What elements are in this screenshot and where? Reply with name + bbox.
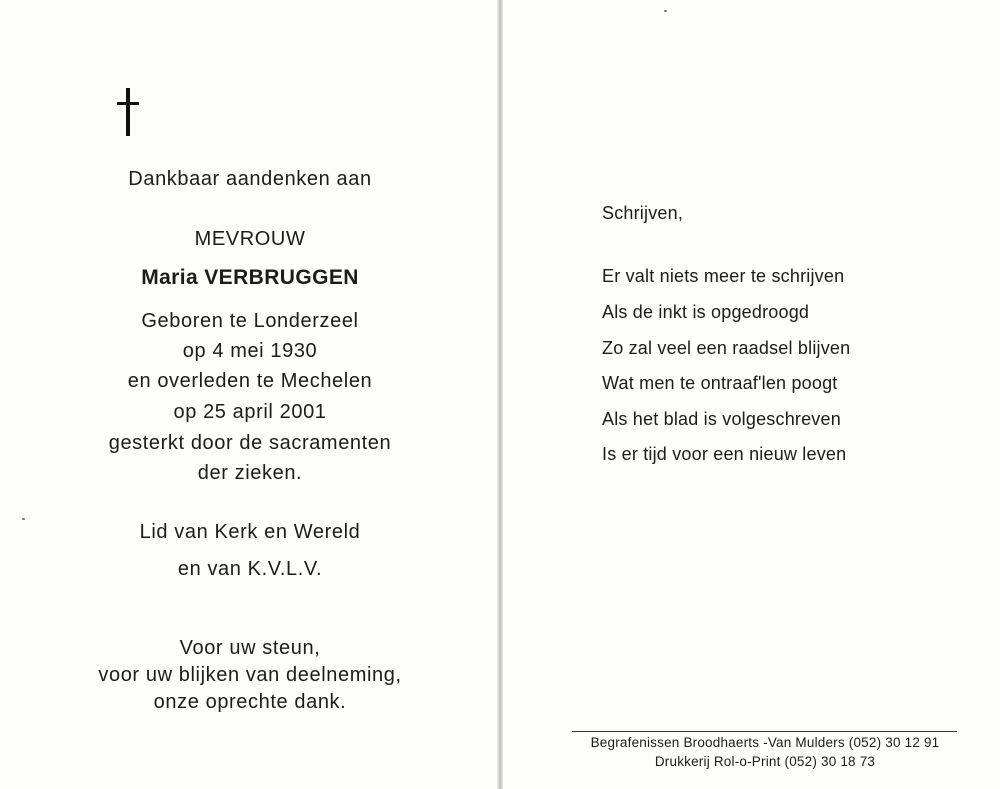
dedication-heading: Dankbaar aandenken aan	[128, 168, 372, 190]
sacraments-line: gesterkt door de sacramenten	[108, 432, 392, 454]
deceased-name: Maria VERBRUGGEN	[141, 266, 359, 289]
birth-place: Geboren te Londerzeel	[141, 310, 359, 332]
thanks-line-1: Voor uw steun,	[179, 637, 321, 659]
right-panel	[502, 0, 1000, 789]
sacraments-line-2: der zieken.	[197, 462, 303, 484]
thanks-line-3: onze oprechte dank.	[153, 691, 347, 713]
membership-line-2: en van K.V.L.V.	[177, 558, 323, 580]
paper-speck	[664, 10, 667, 12]
poem-line: Als de inkt is opgedroogd	[602, 302, 810, 322]
membership-line: Lid van Kerk en Wereld	[139, 521, 361, 543]
poem-line: Is er tijd voor een nieuw leven	[602, 444, 847, 464]
footer-divider	[572, 731, 957, 732]
death-place: en overleden te Mechelen	[127, 370, 373, 392]
funeral-home-credit: Begrafenissen Broodhaerts -Van Mulders (052) 30 12 91	[590, 735, 940, 750]
printer-credit: Drukkerij Rol-o-Print (052) 30 18 73	[654, 754, 876, 769]
poem-title: Schrijven,	[602, 203, 684, 223]
birth-date: op 4 mei 1930	[182, 340, 318, 362]
cross-icon	[114, 88, 144, 138]
paper-speck	[22, 518, 25, 520]
honorific: MEVROUW	[194, 228, 306, 250]
thanks-line-2: voor uw blijken van deelneming,	[98, 664, 402, 686]
poem-line: Als het blad is volgeschreven	[602, 409, 841, 429]
death-date: op 25 april 2001	[173, 401, 327, 423]
poem-line: Er valt niets meer te schrijven	[602, 266, 845, 286]
poem-line: Wat men te ontraaf'len poogt	[602, 373, 838, 393]
poem-line: Zo zal veel een raadsel blijven	[602, 338, 851, 358]
